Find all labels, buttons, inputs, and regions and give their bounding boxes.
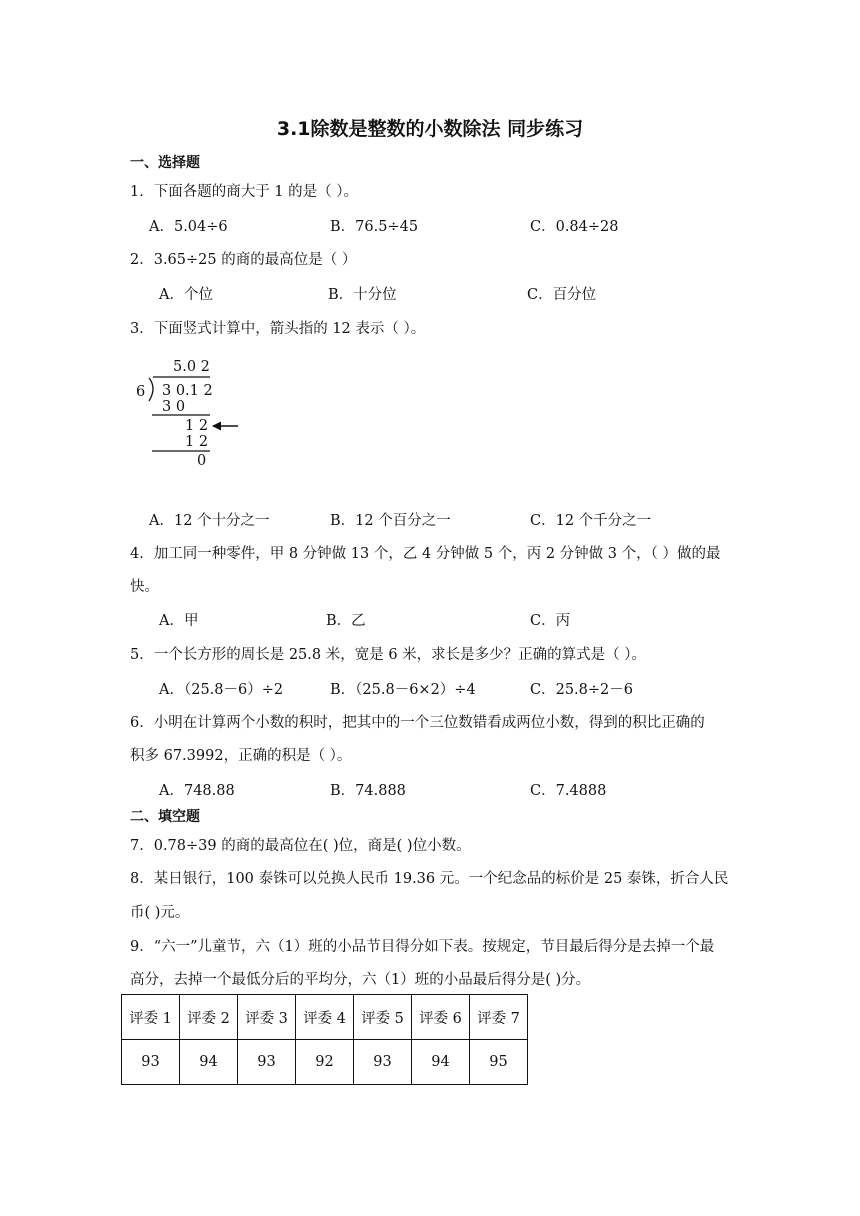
table-cell: 94 <box>180 1040 238 1085</box>
long-division-divisor: 6 <box>136 384 146 400</box>
question-1-option-c: C．0.84÷28 <box>530 219 619 235</box>
question-5-option-a: A．（25.8－6）÷2 <box>159 682 284 698</box>
question-8-stem-line-2: 币( )元。 <box>130 905 190 921</box>
long-division-step-3: 1 2 <box>185 434 209 450</box>
question-5-stem: 5．一个长方形的周长是 25.8 米，宽是 6 米，求长是多少？正确的算式是（ ）。 <box>130 647 647 663</box>
question-9-stem-line-1: 9．“六一”儿童节，六（1）班的小品节目得分如下表。按规定，节目最后得分是去掉一个最 <box>130 939 715 955</box>
long-division-figure <box>130 355 260 475</box>
table-header-row <box>122 995 528 1040</box>
table-cell: 94 <box>412 1040 470 1085</box>
table-header-cell: 评委 5 <box>354 995 412 1040</box>
section-choice-heading: 一、选择题 <box>130 155 200 171</box>
question-6-stem-line-1: 6．小明在计算两个小数的积时，把其中的一个三位数错看成两位小数，得到的积比正确的 <box>130 715 705 731</box>
question-6-option-c: C．7.4888 <box>530 783 607 799</box>
question-6-option-a: A．748.88 <box>159 783 235 799</box>
question-2-option-a: A．个位 <box>159 287 213 303</box>
table-header-cell: 评委 3 <box>238 995 296 1040</box>
question-8-stem-line-1: 8．某日银行，100 泰铢可以兑换人民币 19.36 元。一个纪念品的标价是 25 泰铢，折合人民 <box>130 871 729 887</box>
question-4-stem-line-1: 4．加工同一种零件，甲 8 分钟做 13 个，乙 4 分钟做 5 个，丙 2 分钟做 3 个，（ ）做的最 <box>130 546 721 562</box>
question-7-stem: 7．0.78÷39 的商的最高位在( )位，商是( )位小数。 <box>130 838 471 854</box>
question-5-option-c: C．25.8÷2－6 <box>530 682 633 698</box>
page-title: 3.1除数是整数的小数除法 同步练习 <box>276 118 584 140</box>
question-5-option-b: B．（25.8－6×2）÷4 <box>330 682 476 698</box>
question-6-option-b: B．74.888 <box>330 783 406 799</box>
judge-score-table <box>121 994 528 1085</box>
question-3-option-a: A．12 个十分之一 <box>149 513 270 529</box>
table-cell: 95 <box>470 1040 528 1085</box>
table-header-cell: 评委 1 <box>122 995 180 1040</box>
question-9-stem-line-2: 高分，去掉一个最低分后的平均分，六（1）班的小品最后得分是( )分。 <box>130 972 591 988</box>
long-division-quotient: 5.0 2 <box>173 359 210 375</box>
question-1-option-a: A．5.04÷6 <box>149 219 228 235</box>
table-header-cell: 评委 2 <box>180 995 238 1040</box>
section-fill-heading: 二、填空题 <box>130 809 200 825</box>
table-cell: 93 <box>354 1040 412 1085</box>
question-3-option-b: B．12 个百分之一 <box>330 513 451 529</box>
table-cell: 92 <box>296 1040 354 1085</box>
question-4-option-a: A．甲 <box>159 613 199 629</box>
question-3-stem: 3．下面竖式计算中，箭头指的 12 表示（ ）。 <box>130 321 426 337</box>
table-header-cell: 评委 4 <box>296 995 354 1040</box>
question-4-option-c: C．丙 <box>530 613 571 629</box>
question-1-stem: 1．下面各题的商大于 1 的是（ ）。 <box>130 184 359 200</box>
long-division-step-1: 3 0 <box>162 399 186 415</box>
long-division-dividend: 3 0.1 2 <box>162 383 213 399</box>
question-1-option-b: B．76.5÷45 <box>330 219 419 235</box>
table-header-cell: 评委 6 <box>412 995 470 1040</box>
question-6-stem-line-2: 积多 67.3992，正确的积是（ ）。 <box>130 748 352 764</box>
table-row <box>122 1040 528 1085</box>
question-3-option-c: C．12 个千分之一 <box>530 513 652 529</box>
table-header-cell: 评委 7 <box>470 995 528 1040</box>
question-2-stem: 2．3.65÷25 的商的最高位是（ ） <box>130 252 357 268</box>
question-4-option-b: B．乙 <box>326 613 366 629</box>
table-cell: 93 <box>122 1040 180 1085</box>
question-2-option-c: C．百分位 <box>527 287 597 303</box>
long-division-step-2: 1 2 <box>185 418 209 434</box>
table-cell: 93 <box>238 1040 296 1085</box>
question-2-option-b: B．十分位 <box>328 287 397 303</box>
question-4-stem-line-2: 快。 <box>130 579 159 595</box>
long-division-remainder: 0 <box>197 453 207 469</box>
